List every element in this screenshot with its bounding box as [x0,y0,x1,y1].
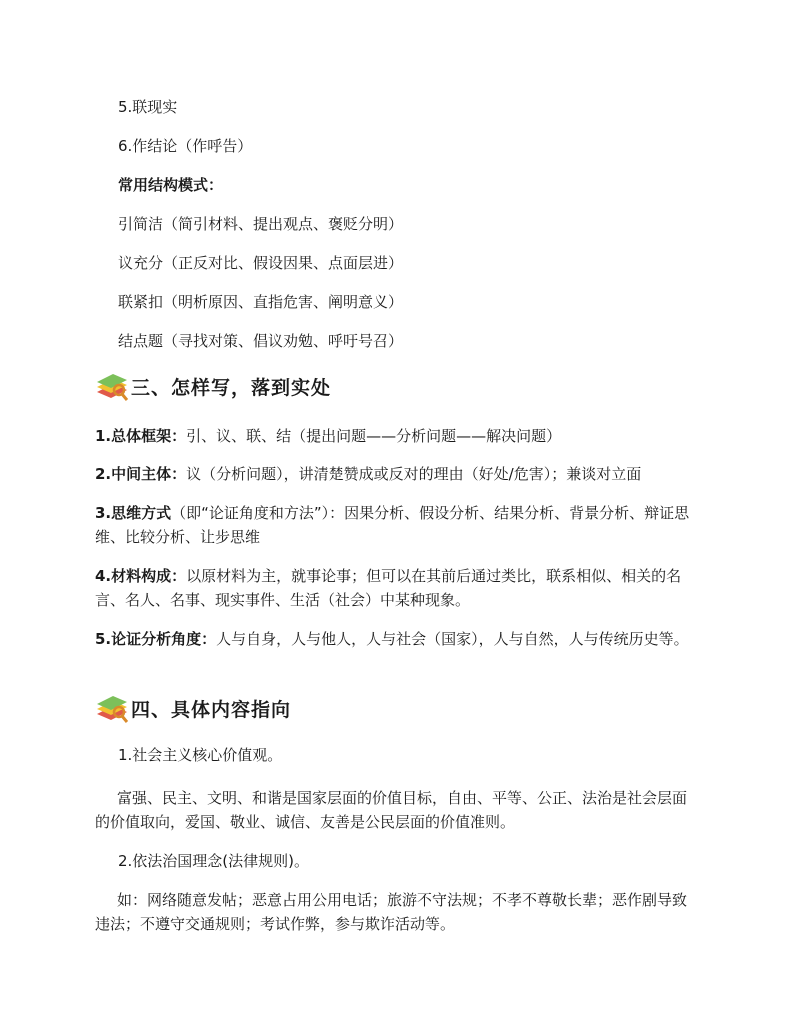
books-magnifier-icon [95,692,129,724]
point-3 [95,501,695,549]
point-label: 2.中间主体： [95,465,187,483]
point-label: 5.论证分析角度： [95,630,217,648]
point-label: 1.总体框架： [95,427,187,445]
structure-item: 议充分（正反对比、假设因果、点面层进） [118,254,404,272]
section-3-title: 三、怎样写，落到实处 [131,376,332,399]
point-text: 议（分析问题），讲清楚赞成或反对的理由（好处/危害）；兼谈对立面 [186,465,642,483]
point-text: 人与自身，人与他人，人与社会（国家），人与自然，人与传统历史等。 [216,630,689,648]
books-magnifier-icon [95,370,129,402]
item-1-paragraph: 富强、民主、文明、和谐是国家层面的价值目标，自由、平等、公正、法治是社会层面的价值取向，爱国、敬业、诚信、友善是公民层面的价值准则。 [95,789,688,831]
point-label: 3.思维方式 [95,504,172,522]
list-item-5: 5.联现实 [118,98,178,116]
point-text: （即“论证角度和方法”）：因果分析、假设分析、结果分析、背景分析、辩证思维、比较分析、让步思维 [95,504,690,546]
section-4-title: 四、具体内容指向 [131,698,292,721]
point-text: 以原材料为主，就事论事；但可以在其前后通过类比，联系相似、相关的名言、名人、名事、现实事件、生活（社会）中某种现象。 [95,567,682,609]
point-5 [95,627,695,651]
point-label: 4.材料构成： [95,567,187,585]
structures-heading: 常用结构模式： [118,176,224,194]
item-2-paragraph: 如：网络随意发帖；恶意占用公用电话；旅游不守法规；不孝不尊敬长辈；恶作剧导致违法；不遵守交通规则；考试作弊，参与欺诈活动等。 [95,891,688,933]
structure-item: 联紧扣（明析原因、直指危害、阐明意义） [118,293,404,311]
item-1-heading: 1.社会主义核心价值观。 [118,746,283,764]
point-2 [95,462,700,486]
point-1 [95,424,700,448]
structure-item: 引简洁（简引材料、提出观点、褒贬分明） [118,215,404,233]
item-2-heading: 2.依法治国理念(法律规则)。 [118,852,310,870]
structure-item: 结点题（寻找对策、倡议劝勉、呼吁号召） [118,332,404,350]
point-4 [95,564,695,612]
section-3-heading [95,370,331,402]
point-text: 引、议、联、结（提出问题——分析问题——解决问题） [186,427,562,445]
section-4-heading [95,692,291,724]
list-item-6: 6.作结论（作呼告） [118,137,253,155]
